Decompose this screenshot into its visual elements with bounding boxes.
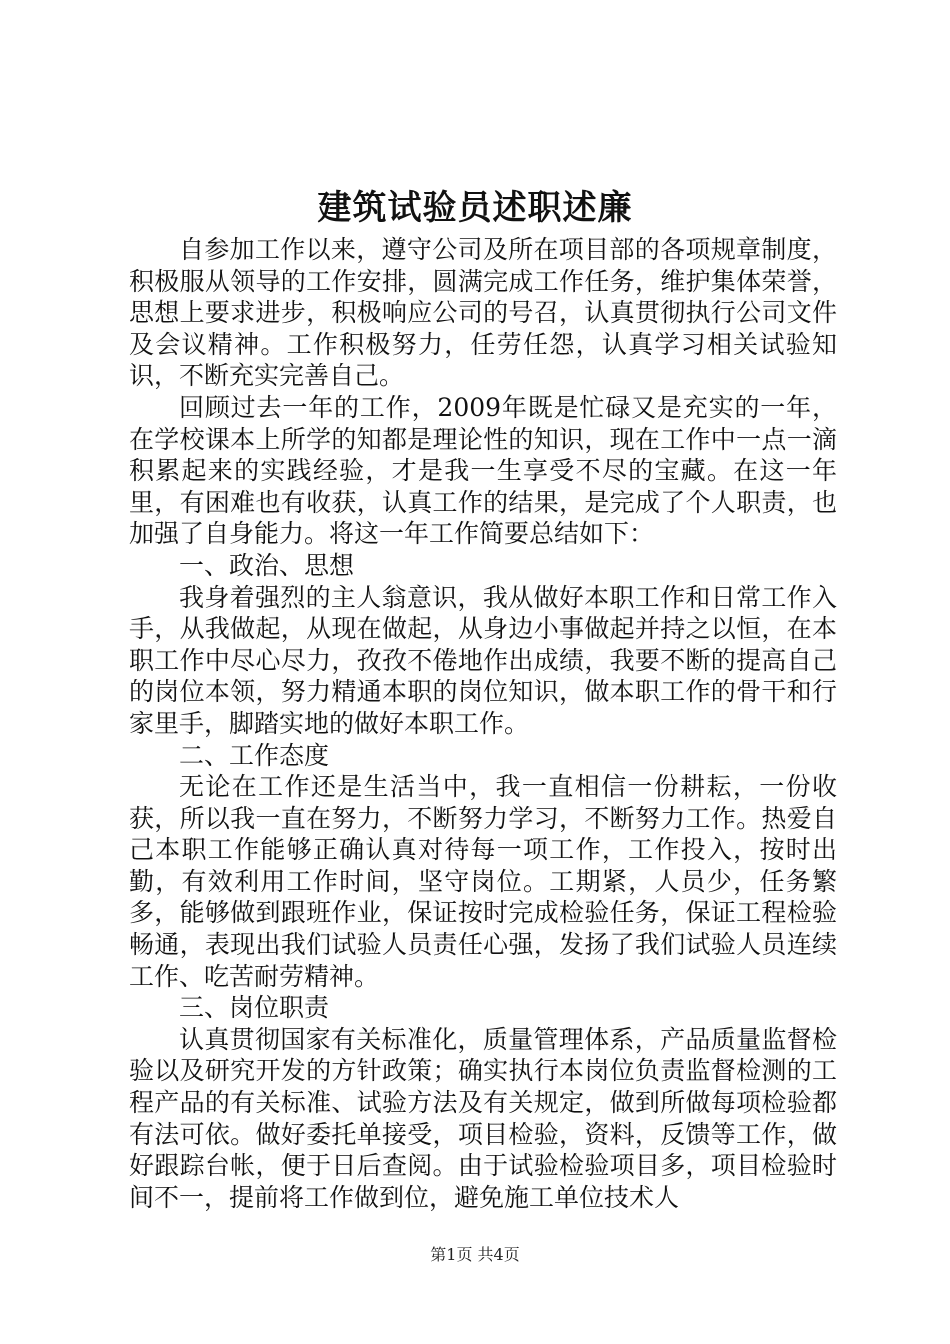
section-heading-duties: 三、岗位职责 [179, 993, 330, 1023]
section-heading-politics: 一、政治、思想 [179, 550, 355, 580]
page-footer: 第1页 共4页 [430, 1245, 520, 1264]
paragraph-intro: 自参加工作以来，遵守公司及所在项目部的各项规章制度，积极服从领导的工作安排，圆满完成工作任务，维护集体荣誉，思想上要求进步，积极响应公司的号召，认真贯彻执行公司文件及会议精神。工作积极努力，任劳任怨，认真学习相关试验知识，不断充实完善自己。 [129, 235, 837, 391]
paragraph-attitude: 无论在工作还是生活当中，我一直相信一份耕耘，一份收获，所以我一直在努力，不断努力学习，不断努力工作。热爱自己本职工作能够正确认真对待每一项工作，工作投入，按时出勤，有效利用工作时间，坚守岗位。工期紧，人员少，任务繁多，能够做到跟班作业，保证按时完成检验任务，保证工程检验畅通，表现出我们试验人员责任心强，发扬了我们试验人员连续工作、吃苦耐劳精神。 [129, 772, 837, 991]
document-body [129, 234, 837, 1213]
section-heading-attitude: 二、工作态度 [179, 740, 330, 770]
paragraph-duties: 认真贯彻国家有关标准化，质量管理体系，产品质量监督检验以及研究开发的方针政策；确实执行本岗位负责监督检测的工程产品的有关标准、试验方法及有关规定，做到所做每项检验都有法可依。做好委托单接受，项目检验，资料，反馈等工作，做好跟踪台帐，便于日后查阅。由于试验检验项目多，项目检验时间不一，提前将工作做到位，避免施工单位技术人 [129, 1024, 837, 1212]
paragraph-review: 回顾过去一年的工作，2009年既是忙碌又是充实的一年，在学校课本上所学的知都是理论性的知识，现在工作中一点一滴积累起来的实践经验，才是我一生享受不尽的宝藏。在这一年里，有困难也有收获，认真工作的结果，是完成了个人职责，也加强了自身能力。将这一年工作简要总结如下： [129, 392, 837, 549]
document-title: 建筑试验员述职述廉 [317, 188, 633, 228]
paragraph-politics: 我身着强烈的主人翁意识，我从做好本职工作和日常工作入手，从我做起，从现在做起，从身边小事做起并持之以恒，在本职工作中尽心尽力，孜孜不倦地作出成绩，我要不断的提高自己的岗位本领，努力精通本职的岗位知识，做本职工作的骨干和行家里手，脚踏实地的做好本职工作。 [129, 582, 837, 738]
